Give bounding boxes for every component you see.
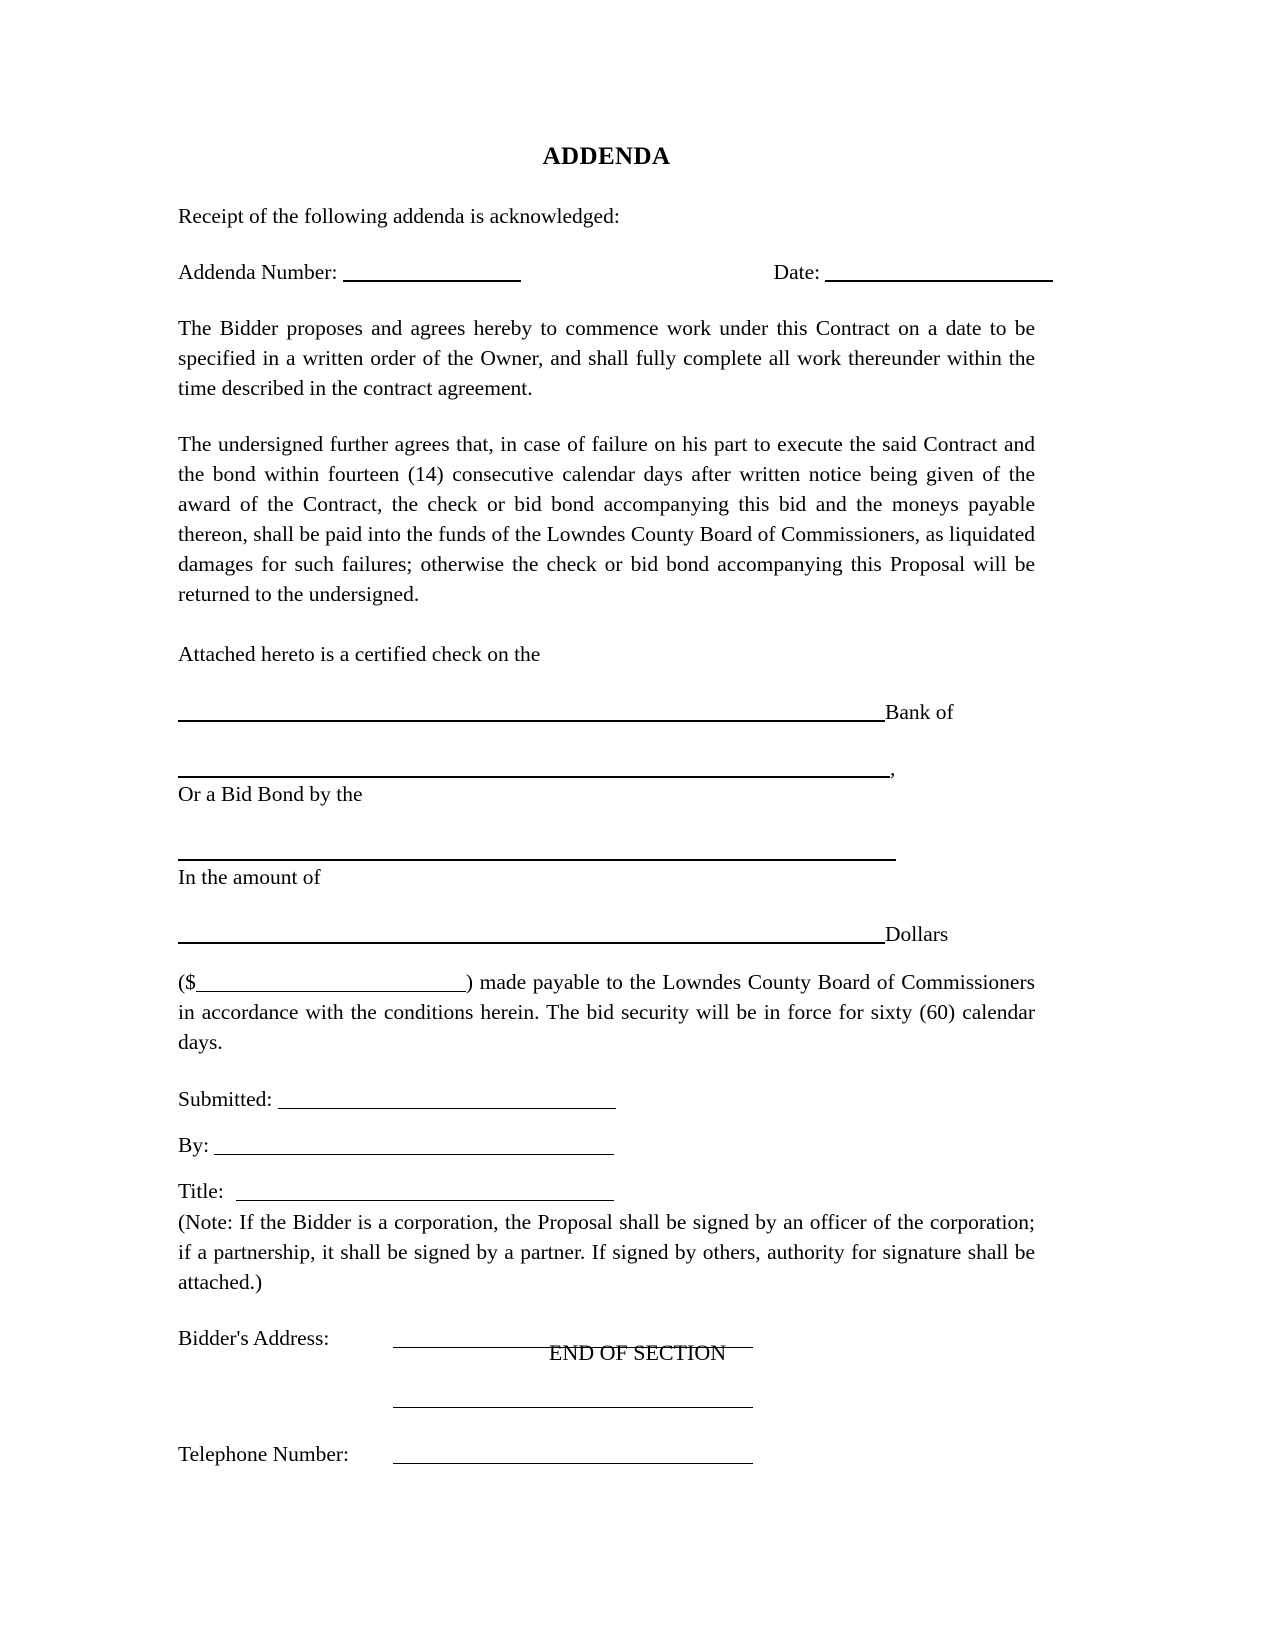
- amount-numeric-input[interactable]: [196, 974, 466, 992]
- page-title: ADDENDA: [542, 143, 671, 170]
- bank-name-row: [178, 699, 1035, 725]
- bid-bond-surety-row: [178, 838, 1035, 864]
- title-row: [178, 1175, 1035, 1207]
- in-the-amount-of-label: In the amount of: [178, 865, 321, 889]
- address-line2-input[interactable]: [393, 1390, 753, 1408]
- payable-suffix: ) made payable to the Lowndes County Board of Commissioners in accordance with the conditions herein. The bid security will be in force for sixty (60) calendar days.: [178, 970, 1035, 1054]
- bank-of-label: Bank of: [885, 700, 954, 724]
- title-input[interactable]: [236, 1183, 614, 1201]
- submitted-input[interactable]: [278, 1091, 616, 1109]
- amount-words-row: [178, 921, 1035, 947]
- paragraph-commence-work: The Bidder proposes and agrees hereby to commence work under this Contract on a date to be specified in a written order of the Owner, and shall fully complete all work thereunder within the time described in the contract agreement.: [178, 316, 1035, 400]
- submitted-label: Submitted:: [178, 1087, 273, 1111]
- by-row: [178, 1129, 1035, 1161]
- attached-check-text: Attached hereto is a certified check on the: [178, 642, 541, 666]
- addenda-number-input[interactable]: [343, 263, 521, 282]
- note-paragraph: (Note: If the Bidder is a corporation, the Proposal shall be signed by an officer of the corporation; if a partnership, it shall be signed by a partner. If signed by others, authority for signature shall be attached.): [178, 1210, 1035, 1294]
- paragraph-undersigned-agrees: The undersigned further agrees that, in case of failure on his part to execute the said Contract and the bond within fourteen (14) consecutive calendar days after written notice being given of the award of the Contract, the check or bid bond accompanying this bid and the moneys payable thereon, shall be paid into the funds of the Lowndes County Board of Commissioners, as liquidated damages for such failures; otherwise the check or bid bond accompanying this Proposal will be returned to the undersigned.: [178, 432, 1035, 606]
- title-label: Title:: [178, 1179, 224, 1203]
- or-bid-bond-label: Or a Bid Bond by the: [178, 782, 363, 806]
- by-label: By:: [178, 1133, 210, 1157]
- end-of-section-footer: END OF SECTION: [548, 1340, 727, 1365]
- intro-text: Receipt of the following addenda is acknowledged:: [178, 204, 620, 228]
- payable-prefix: ($: [178, 970, 196, 994]
- payable-paragraph: [178, 967, 1035, 1057]
- bank-location-row: [178, 755, 1035, 781]
- by-input[interactable]: [214, 1137, 614, 1155]
- telephone-input[interactable]: [393, 1446, 753, 1464]
- addenda-number-label: Addenda Number:: [178, 260, 338, 284]
- telephone-number-label: Telephone Number:: [178, 1442, 350, 1466]
- bidders-address-label: Bidder's Address:: [178, 1326, 330, 1350]
- dollars-label: Dollars: [885, 922, 949, 946]
- bid-bond-surety-input[interactable]: [178, 842, 896, 861]
- document-content: [178, 0, 1035, 1469]
- comma-glyph: ,: [890, 756, 896, 780]
- submitted-row: [178, 1083, 1035, 1115]
- amount-words-input[interactable]: [178, 925, 885, 944]
- telephone-row: [178, 1439, 1035, 1469]
- date-label: Date:: [773, 260, 821, 284]
- bidder-address-row-2: [178, 1383, 1035, 1413]
- bank-name-input[interactable]: [178, 703, 885, 722]
- addenda-number-row: [178, 257, 1035, 287]
- bank-location-input[interactable]: [178, 759, 890, 778]
- date-input[interactable]: [825, 263, 1053, 282]
